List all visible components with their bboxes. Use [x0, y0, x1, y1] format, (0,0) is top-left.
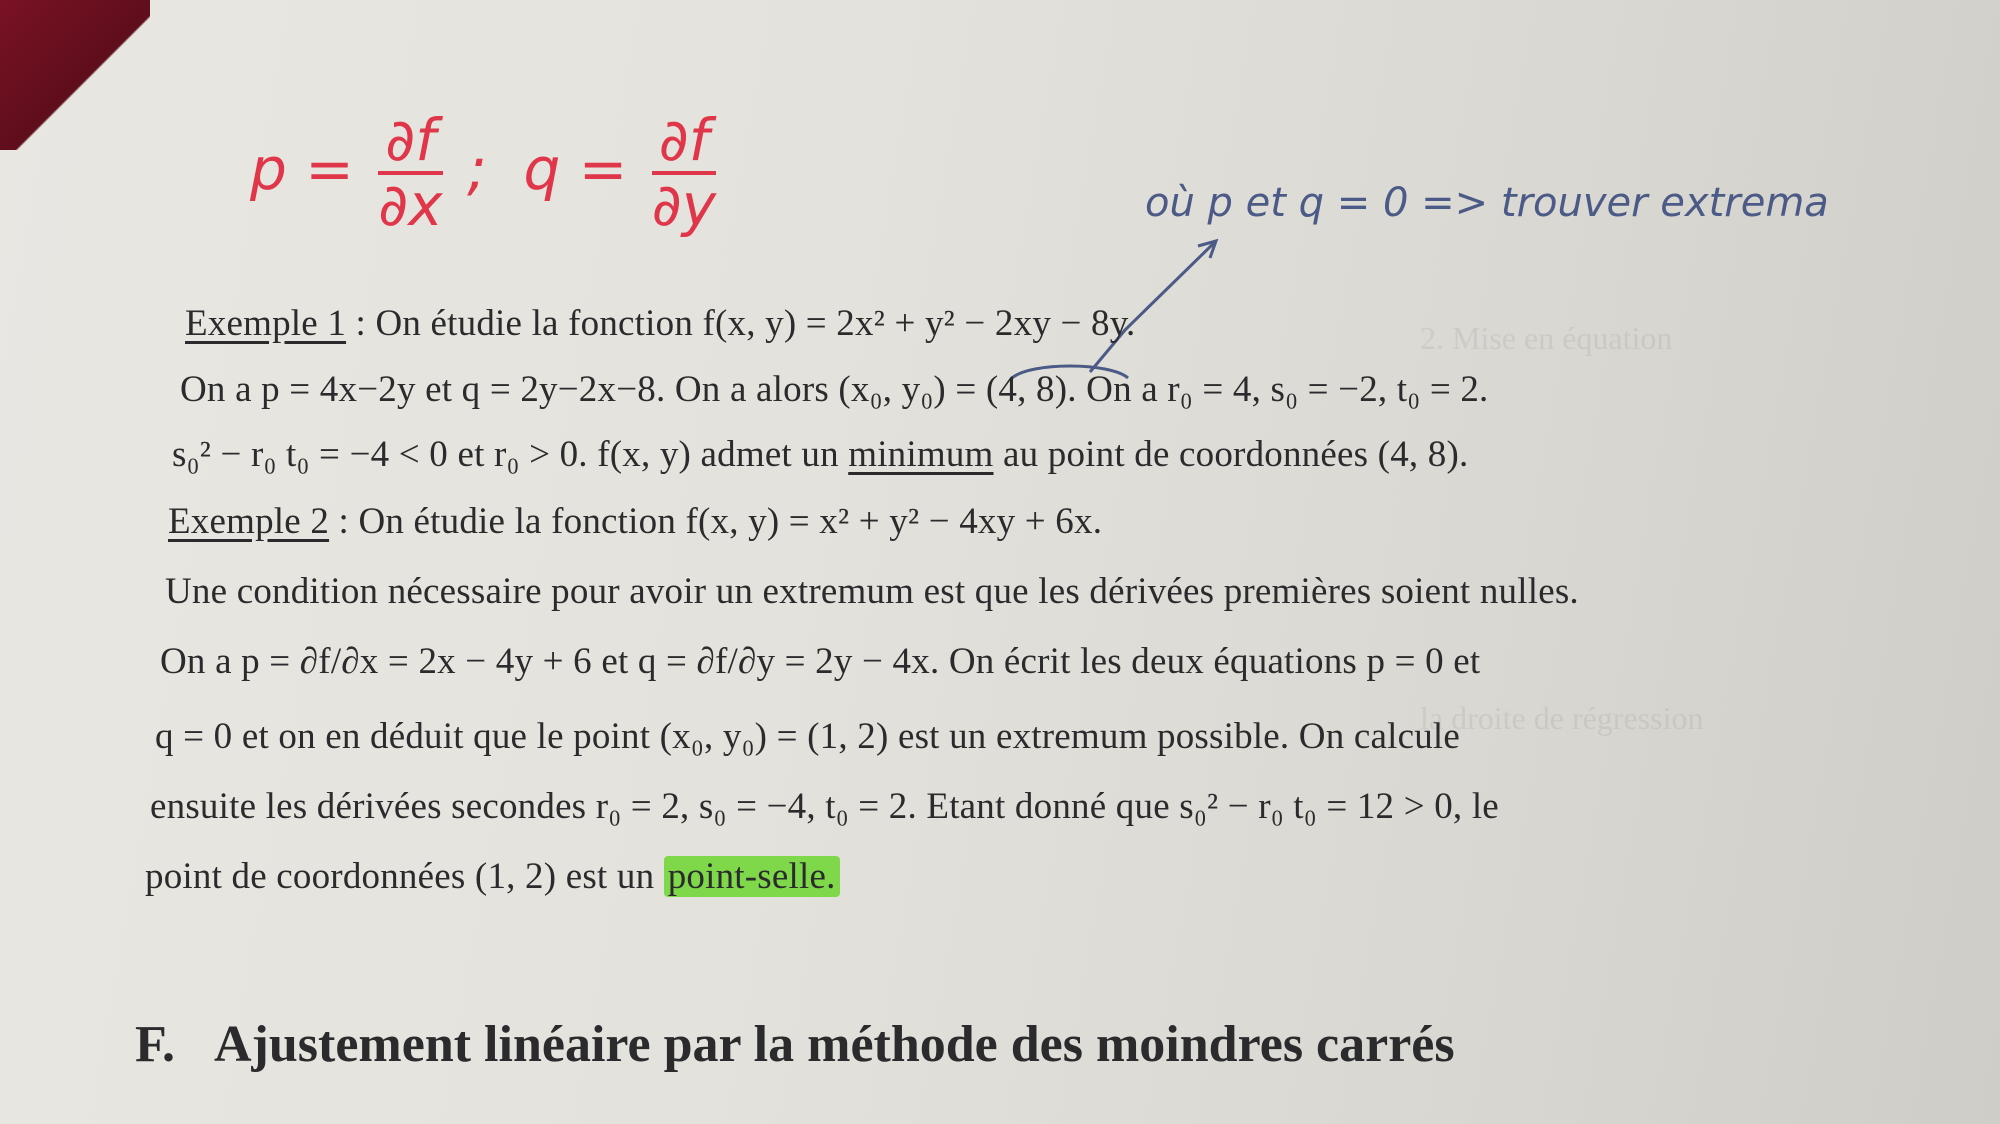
bleed-through-text: 2. Mise en équation: [1420, 320, 1673, 356]
point-selle-highlight: point-selle.: [664, 856, 840, 897]
example2-line1: Exemple 2 : On étudie la fonction f(x, y) = x² + y² − 4xy + 6x.: [168, 501, 1103, 542]
example2-line6: point de coordonnées (1, 2) est un point-selle.: [145, 855, 840, 898]
section-letter: F.: [135, 1016, 175, 1073]
section-title: Ajustement linéaire par la méthode des moindres carrés: [214, 1016, 1455, 1073]
example1-line1: Exemple 1 : On étudie la fonction f(x, y) = 2x² + y² − 2xy − 8y.: [185, 303, 1136, 344]
example2-line5: ensuite les dérivées secondes r₀ = 2, s₀ = −4, t₀ = 2. Etant donné que s₀² − r₀ t₀ = 12 > 0, le: [150, 786, 1499, 827]
example2-line3: On a p = ∂f/∂x = 2x − 4y + 6 et q = ∂f/∂y = 2y − 4x. On écrit les deux équations p = 0 et: [160, 641, 1481, 682]
example1-label: Exemple 1: [185, 303, 347, 344]
section-heading: [135, 1015, 1455, 1074]
handwritten-note: où p et q = 0 => trouver extrema: [1145, 180, 1829, 226]
bleed-through-text: la droite de régression: [1420, 700, 1704, 736]
example2-line2: Une condition nécessaire pour avoir un extremum est que les dérivées premières soient nulles.: [165, 571, 1579, 612]
handwritten-definitions: p = $\frac{\partial f}{\partial x}$ ; q = $\frac{\partial f}{\partial y}$: [250, 106, 717, 239]
example2-label: Exemple 2: [168, 501, 330, 542]
example2-line4: q = 0 et on en déduit que le point (x₀, y₀) = (1, 2) est un extremum possible. On calcule: [155, 716, 1461, 757]
example1-line2: On a p = 4x−2y et q = 2y−2x−8. On a alors (x₀, y₀) = (4, 8). On a r₀ = 4, s₀ = −2, t₀ = 2.: [180, 369, 1489, 410]
minimum-word: minimum: [848, 434, 994, 475]
example1-line3: s₀² − r₀ t₀ = −4 < 0 et r₀ > 0. f(x, y) admet un minimum au point de coordonnées (4, 8).: [172, 434, 1469, 475]
